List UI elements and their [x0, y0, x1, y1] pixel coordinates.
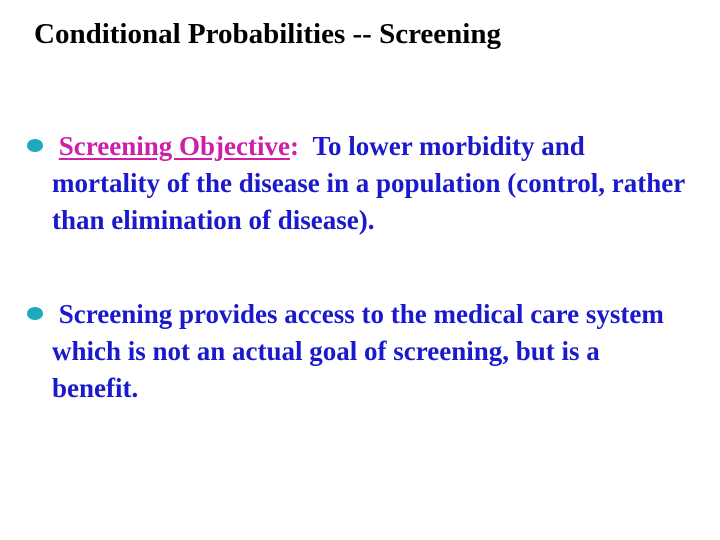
- slide-title: Conditional Probabilities -- Screening: [34, 18, 501, 50]
- screening-objective-label: Screening Objective: [58, 131, 290, 161]
- screening-objective-colon: :: [289, 131, 299, 161]
- bullet-dot-icon: [27, 139, 43, 152]
- screening-benefit-text: Screening provides access to the medical care system which is not an actual goal of screening, but is a benefit.: [52, 299, 664, 403]
- screening-objective-text: To lower morbidity and mortality of the disease in a population (control, rather than elimination of disease).: [52, 131, 685, 235]
- bullet-item-screening-benefit: [52, 296, 692, 407]
- bullet-dot-icon: [27, 307, 43, 320]
- bullet-item-screening-objective: [52, 128, 692, 239]
